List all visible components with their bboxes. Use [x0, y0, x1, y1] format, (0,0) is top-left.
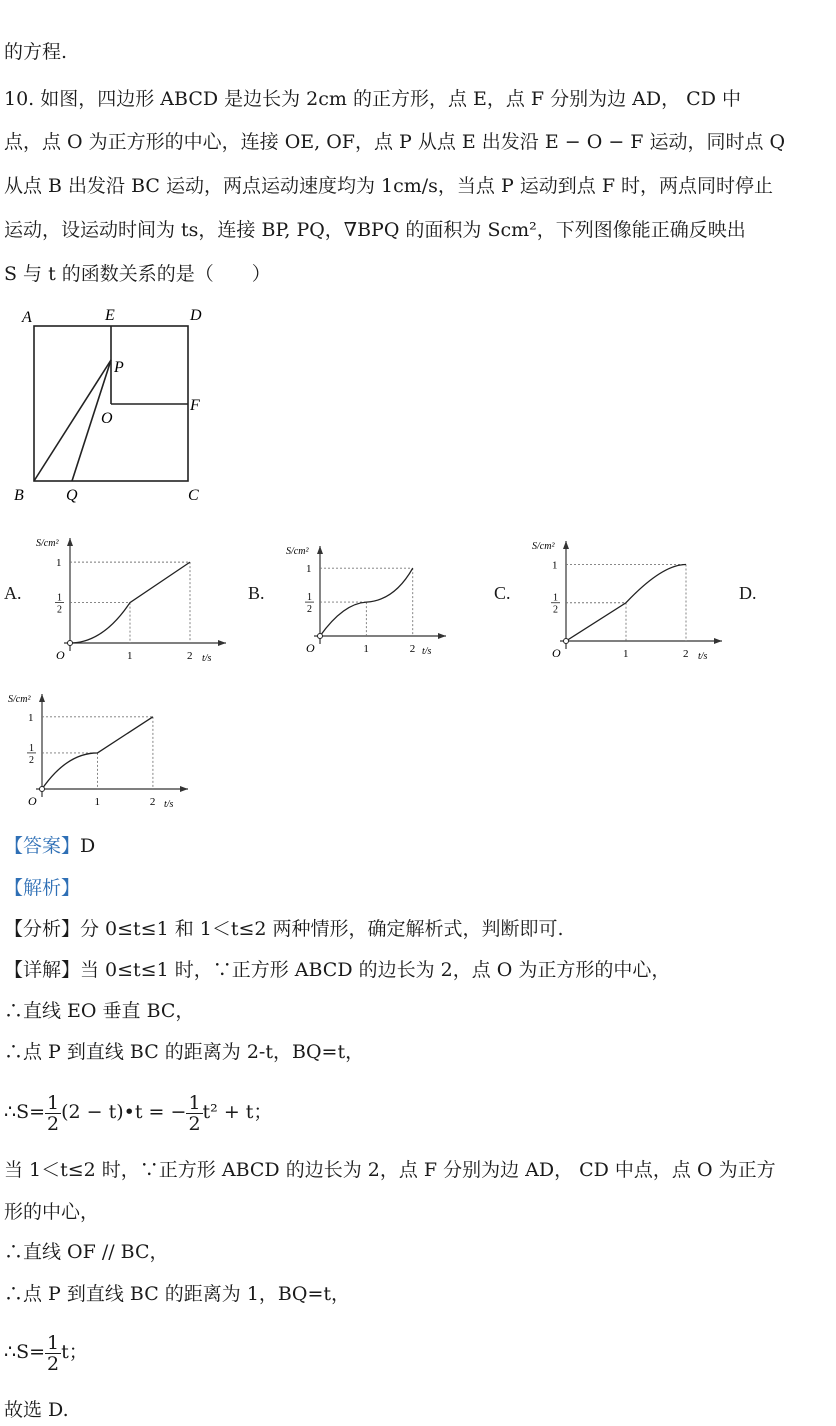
origin-label: O [552, 646, 561, 660]
y-axis-arrow [67, 538, 73, 546]
step-3-b: (2 − t)•t = − [61, 1101, 187, 1123]
graph-B [282, 540, 452, 660]
label-B: B [14, 487, 24, 504]
x-axis-label: t/s [422, 646, 432, 657]
step-1: ∴直线 EO 垂直 BC， [4, 1000, 195, 1022]
origin-point [318, 634, 323, 639]
x-tick-2: 2 [187, 650, 193, 662]
label-Q: Q [66, 487, 78, 504]
answer-label: 【答案】 [4, 835, 81, 857]
step-8-a: ∴S= [4, 1341, 46, 1363]
step-4: 当 1＜t≤2 时，∵正方形 ABCD 的边长为 2，点 F 分别为边 AD， CD 中点，点 O 为正方 [4, 1159, 776, 1181]
x-axis-arrow [714, 638, 722, 644]
label-C: C [188, 487, 199, 504]
y-axis-arrow [563, 541, 569, 549]
origin-label: O [306, 641, 315, 655]
y-tick-half-den: 2 [29, 754, 34, 766]
step-8-b: t； [61, 1341, 88, 1363]
answer-line [4, 834, 95, 858]
frac-den: 2 [47, 1352, 60, 1375]
x-axis-arrow [218, 640, 226, 646]
question-line-4: 运动，设运动时间为 ts，连接 BP, PQ，∇BPQ 的面积为 Scm²，下列图像能正确反映出 [4, 219, 746, 241]
frac-num: 1 [47, 1091, 60, 1114]
x-axis-label: t/s [698, 651, 708, 662]
label-A: A [22, 309, 32, 326]
fraction-half-3 [45, 1333, 61, 1374]
y-tick-half-den: 2 [307, 604, 312, 616]
y-axis-arrow [39, 694, 45, 702]
option-C-label: C. [494, 583, 511, 603]
prev-line: 的方程. [4, 41, 68, 63]
question-line-3: 从点 B 出发沿 BC 运动，两点运动速度均为 1cm/s，当点 P 运动到点 F 时，两点同时停止 [4, 175, 774, 197]
x-tick-2: 2 [149, 796, 156, 808]
step-5: 形的中心， [4, 1201, 100, 1223]
y-tick-half-num: 1 [29, 742, 34, 754]
origin-label: O [56, 648, 65, 662]
question-line-1: 10. 如图，四边形 ABCD 是边长为 2cm 的正方形，点 E，点 F 分别为边 AD， CD 中 [4, 88, 741, 110]
y-tick-1: 1 [28, 711, 34, 724]
step-3-a: ∴S= [4, 1101, 46, 1123]
x-axis-arrow [438, 633, 446, 639]
label-P: P [114, 359, 124, 376]
y-axis-label: S/cm² [36, 538, 59, 549]
option-B-label: B. [248, 583, 265, 603]
square-figure [10, 300, 220, 510]
x-tick-1: 1 [363, 643, 369, 655]
xiangjie-line: 【详解】当 0≤t≤1 时，∵正方形 ABCD 的边长为 2，点 O 为正方形的中心， [4, 959, 671, 981]
question-line-2: 点，点 O 为正方形的中心，连接 OE, OF，点 P 从点 E 出发沿 E − O − F 运动，同时点 Q [4, 131, 786, 153]
y-tick-half-num: 1 [57, 592, 62, 604]
option-A-label: A. [4, 583, 22, 603]
step-7: ∴点 P 到直线 BC 的距离为 1，BQ=t， [4, 1283, 351, 1305]
y-tick-1: 1 [306, 563, 312, 576]
fraction-half-1 [45, 1093, 61, 1134]
answer-value: D [80, 835, 96, 857]
origin-point [564, 639, 569, 644]
origin-point [40, 787, 45, 792]
x-axis-label: t/s [202, 653, 212, 664]
y-tick-half-den: 2 [553, 604, 558, 616]
y-tick-1: 1 [552, 559, 558, 572]
y-axis-label: S/cm² [8, 694, 31, 705]
x-tick-1: 1 [94, 796, 100, 808]
frac-num: 1 [47, 1331, 60, 1354]
origin-point [68, 641, 73, 646]
frac-den: 2 [47, 1112, 60, 1135]
x-tick-2: 2 [683, 648, 689, 660]
y-axis-label: S/cm² [286, 546, 309, 557]
frac-num: 1 [188, 1091, 201, 1114]
y-tick-half-den: 2 [57, 604, 62, 616]
y-axis-arrow [317, 546, 323, 554]
label-F: F [190, 397, 200, 414]
frac-den: 2 [188, 1112, 201, 1135]
x-axis-label: t/s [164, 799, 174, 810]
x-axis-arrow [180, 786, 188, 792]
label-E: E [105, 307, 115, 324]
y-tick-half-num: 1 [553, 592, 558, 604]
step-9: 故选 D. [4, 1399, 69, 1421]
label-D: D [190, 307, 202, 324]
x-tick-2: 2 [409, 643, 416, 655]
step-2: ∴点 P 到直线 BC 的距离为 2-t，BQ=t， [4, 1041, 365, 1063]
x-tick-1: 1 [623, 648, 629, 660]
y-axis-label: S/cm² [532, 541, 555, 552]
y-tick-half-num: 1 [307, 592, 312, 604]
fenxi-line: 【分析】分 0≤t≤1 和 1＜t≤2 两种情形，确定解析式，判断即可. [4, 918, 564, 940]
graph-C [528, 535, 728, 665]
graph-A [32, 532, 232, 667]
question-line-5: S 与 t 的函数关系的是（ ） [4, 263, 271, 285]
step-3 [4, 1090, 272, 1134]
y-tick-1: 1 [56, 557, 62, 570]
analysis-label: 【解析】 [4, 877, 81, 899]
step-3-c: t² + t； [202, 1101, 273, 1123]
fraction-half-2 [186, 1093, 202, 1134]
label-O: O [101, 410, 113, 427]
option-D-label: D. [739, 583, 757, 603]
origin-label: O [28, 794, 37, 808]
x-tick-1: 1 [127, 650, 133, 662]
graph-D [4, 688, 194, 813]
step-8 [4, 1330, 88, 1374]
step-6: ∴直线 OF // BC， [4, 1241, 169, 1263]
